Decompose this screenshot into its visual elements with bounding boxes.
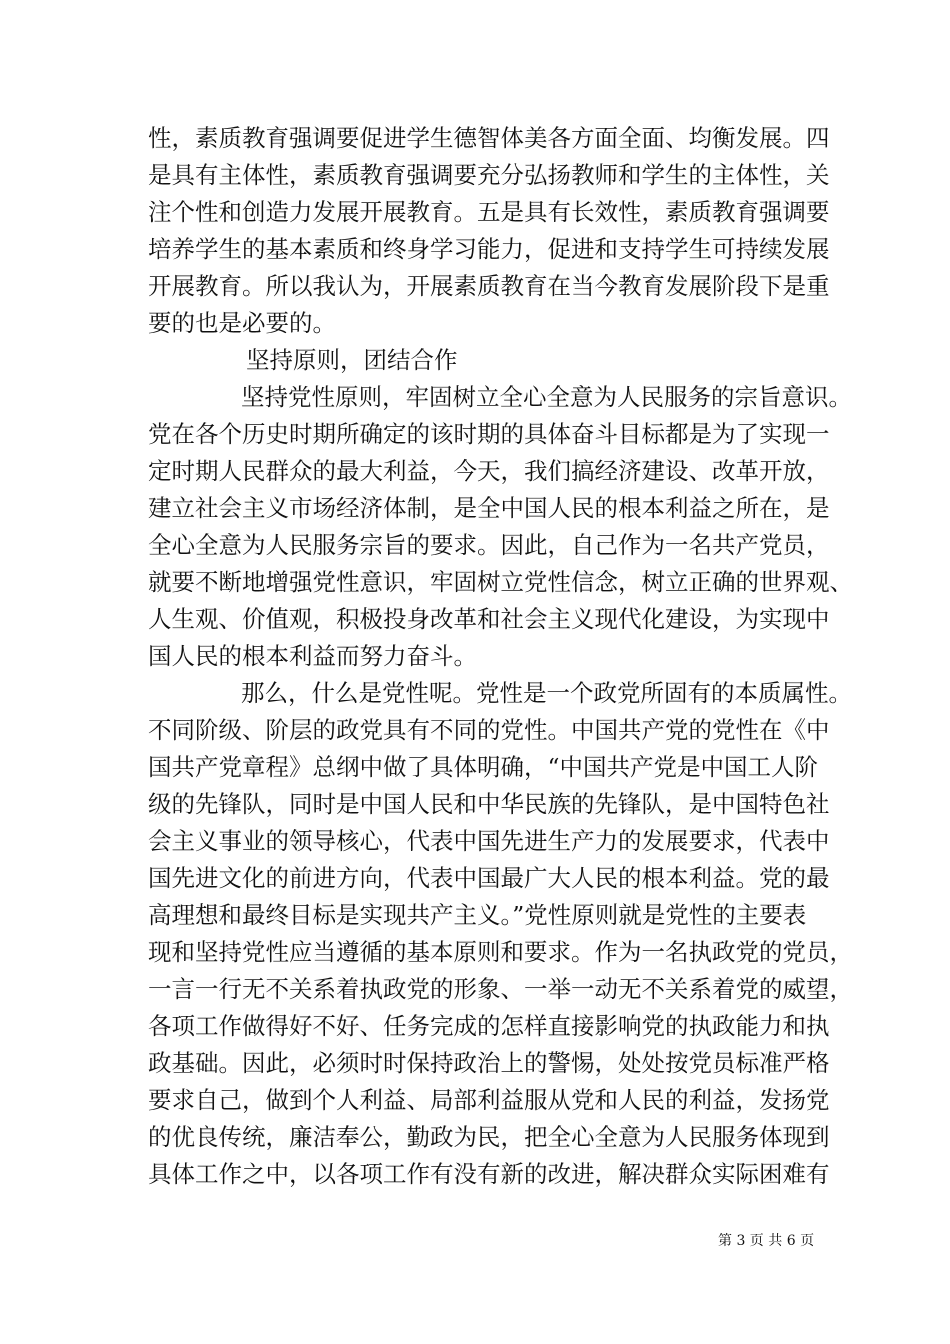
- text-line: 国先进文化的前进方向，代表中国最广大人民的根本利益。党的最: [148, 864, 830, 892]
- text-line: 国人民的根本利益而努力奋斗。: [148, 642, 477, 670]
- text-line: 级的先锋队，同时是中国人民和中华民族的先锋队，是中国特色社: [148, 790, 830, 818]
- text-line: 要的也是必要的。: [148, 309, 336, 337]
- text-line: 注个性和创造力发展开展教育。五是具有长效性，素质教育强调要: [148, 198, 830, 226]
- text-line: 政基础。因此，必须时时保持政治上的警惕，处处按党员标准严格: [148, 1049, 830, 1077]
- text-line: 就要不断地增强党性意识，牢固树立党性信念，树立正确的世界观、: [148, 568, 853, 596]
- text-line: 人生观、价值观，积极投身改革和社会主义现代化建设，为实现中: [148, 605, 830, 633]
- text-line: 性，素质教育强调要促进学生德智体美各方面全面、均衡发展。四: [148, 124, 830, 152]
- text-line: 建立社会主义市场经济体制，是全中国人民的根本利益之所在，是: [148, 494, 830, 522]
- text-line: 要求自己，做到个人利益、局部利益服从党和人民的利益，发扬党: [148, 1086, 830, 1114]
- paragraph-first-line: 那么，什么是党性呢。党性是一个政党所固有的本质属性。: [241, 679, 852, 707]
- text-line: 定时期人民群众的最大利益，今天，我们搞经济建设、改革开放，: [148, 457, 830, 485]
- text-line: 会主义事业的领导核心，代表中国先进生产力的发展要求，代表中: [148, 827, 830, 855]
- text-line: 具体工作之中，以各项工作有没有新的改进，解决群众实际困难有: [148, 1160, 830, 1188]
- page-number-footer: 第 3 页 共 6 页: [718, 1233, 815, 1249]
- paragraph-first-line: 坚持党性原则，牢固树立全心全意为人民服务的宗旨意识。: [241, 383, 852, 411]
- text-line: 国共产党章程》总纲中做了具体明确，“中国共产党是中国工人阶: [148, 753, 819, 781]
- text-line: 不同阶级、阶层的政党具有不同的党性。中国共产党的党性在《中: [148, 716, 830, 744]
- text-line: 现和坚持党性应当遵循的基本原则和要求。作为一名执政党的党员，: [148, 938, 853, 966]
- text-line: 各项工作做得好不好、任务完成的怎样直接影响党的执政能力和执: [148, 1012, 830, 1040]
- text-line: 高理想和最终目标是实现共产主义。”党性原则就是党性的主要表: [148, 901, 807, 929]
- section-heading: 坚持原则，团结合作: [246, 346, 458, 374]
- text-line: 党在各个历史时期所确定的该时期的具体奋斗目标都是为了实现一: [148, 420, 830, 448]
- text-line: 的优良传统，廉洁奉公，勤政为民，把全心全意为人民服务体现到: [148, 1123, 830, 1151]
- text-line: 一言一行无不关系着执政党的形象、一举一动无不关系着党的威望，: [148, 975, 853, 1003]
- text-line: 是具有主体性，素质教育强调要充分弘扬教师和学生的主体性，关: [148, 161, 830, 189]
- text-line: 培养学生的基本素质和终身学习能力，促进和支持学生可持续发展: [148, 235, 830, 263]
- text-line: 全心全意为人民服务宗旨的要求。因此，自己作为一名共产党员，: [148, 531, 830, 559]
- text-line: 开展教育。所以我认为，开展素质教育在当今教育发展阶段下是重: [148, 272, 830, 300]
